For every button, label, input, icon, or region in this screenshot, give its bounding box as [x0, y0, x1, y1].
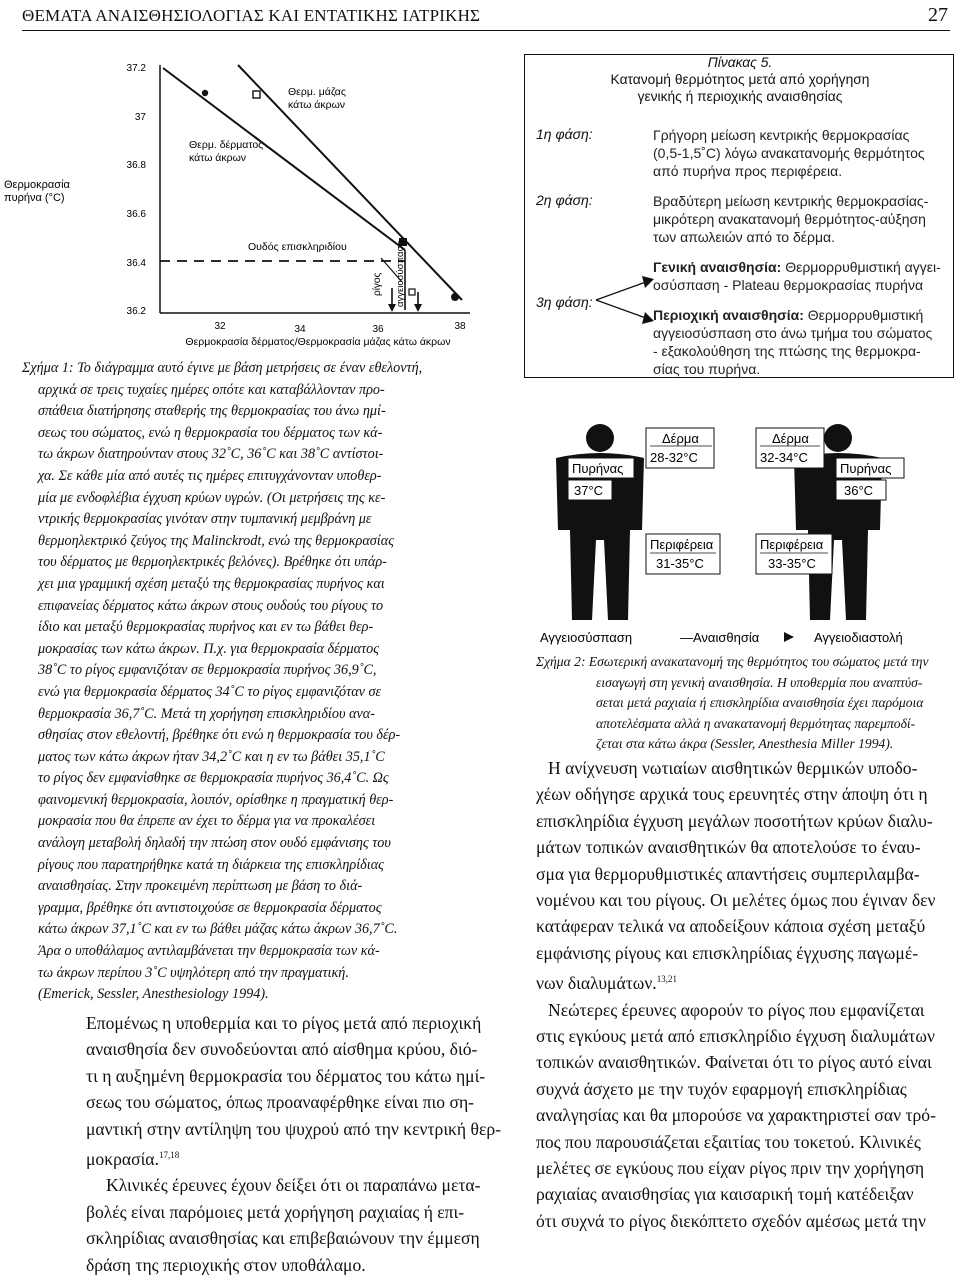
y-axis-title-2: πυρήνα (°C) [4, 192, 65, 204]
phase3-regional-bold: Περιοχική αναισθησία: [653, 307, 804, 323]
body-line: νομένου και του ρίγους. Οι μελέτες όμως που έγιναν δεν [536, 890, 936, 911]
body-line [86, 1142, 504, 1172]
phase1-line: από πυρήνα προς περιφέρεια. [653, 163, 843, 179]
figure-2-drawing [538, 420, 958, 650]
caption-line: ενώ για θερμοκρασία δέρματος 34˚C το ρίγος εμφανιζόταν σε [38, 683, 382, 700]
reference: 13,21 [656, 974, 677, 985]
x-tick: 36 [372, 324, 384, 335]
body-line: Κλινικές έρευνες έχουν δείξει ότι οι παραπάνω μετα- [106, 1175, 481, 1196]
caption2-line: σεται μετά ραχιαία ή επισκληρίδια αναισθησία έχει παρόμοια [596, 695, 924, 710]
caption-line: Σχήμα 1: Το διάγραμμα αυτό έγινε με βάση μετρήσεις σε έναν εθελοντή, [22, 360, 423, 376]
running-title: ΘΕΜΑΤΑ ΑΝΑΙΣΘΗΣΙΟΛΟΓΙΑΣ ΚΑΙ ΕΝΤΑΤΙΚΗΣ ΙΑΤΡΙΚΗΣ [22, 6, 481, 25]
caption-line: θερμοκρασία 36,7˚C. Μετά τη χορήγηση επισκληριδίου ανα- [38, 705, 375, 722]
reference: 17,18 [158, 1150, 180, 1161]
y-tick: 36.6 [126, 209, 146, 220]
skin-point [202, 90, 208, 96]
right-head [824, 424, 852, 452]
phase3-regional-line [653, 306, 949, 324]
anesthesia-arrow-head [784, 632, 794, 642]
y-tick: 37.2 [126, 63, 146, 74]
body-line: δράση της περιοχικής στον υποθάλαμο. [86, 1254, 366, 1275]
caption2-line: εισαγωγή στη γενική αναισθησία. Η υποθερμία που αναπτύσ- [596, 674, 923, 690]
caption-line: του δέρματος με θερμοηλεκτρικές βελόνες). Βρέθηκε ότι υπάρ- [38, 554, 387, 571]
body-line: πος που παρουσιάζεται εξαιτίας του τοκετού. Κλινικές [536, 1131, 921, 1152]
phase3-general-line [653, 258, 949, 276]
mass-temp-line [238, 65, 462, 300]
y-tick: 36.2 [126, 306, 146, 317]
phase1-line: (0,5-1,5˚C) λόγω ανακατανομής θερμότητος [653, 145, 925, 161]
caption-line: μοκρασίας των κάτω άκρων. Π.χ. για θερμοκρασία δέρματος [38, 640, 380, 657]
body-line: αναλγησίας και θα μπορούσε να χαρακτηριστεί σαν τρό- [536, 1105, 936, 1126]
page-number: 27 [928, 4, 948, 26]
bottom-left-label: Αγγειοσύσπαση [540, 630, 633, 645]
phase3-general-fragment: Θερμορρυθμιστική αγγει- [785, 259, 941, 275]
caption-line: χει μια γραμμική σχέση μεταξύ της θερμοκρασίας πυρήνος και [38, 575, 385, 592]
running-head [22, 4, 950, 31]
body-line: ότι συχνά το ρίγος διεκόπτετο σχεδόν αμέσως μετά την [536, 1210, 926, 1231]
body-line: μαντική στην αντίληψη του ψυχρού από την κεντρική θερ- [86, 1118, 501, 1139]
threshold-label: Ουδός επισκληριδίου [248, 241, 347, 253]
caption2-line: Σχήμα 2: Εσωτερική ανακατανομή της θερμότητος του σώματος μετά την [536, 654, 929, 669]
body-line [536, 966, 952, 996]
caption-line: ρίγους που παρατηρήθηκε κατά τη διάρκεια της επισκληρίδιας [38, 856, 384, 873]
right-core-label: Πυρήνας [840, 461, 892, 476]
body-line: μελέτες σε εγκύους που είχαν ρίγος πριν την χορήγηση [536, 1157, 925, 1178]
left-body-text [86, 1010, 504, 1278]
mass-label-2: κάτω άκρων [288, 99, 346, 111]
phase3-general-line: οσύσπαση - Plateau θερμοκρασίας πυρήνα [653, 277, 924, 293]
right-periph-label: Περιφέρεια [760, 537, 824, 552]
phase3-regional-line: - εξακολούθηση της πτώσης της θερμοκρα- [653, 343, 921, 359]
phase2-text [653, 192, 949, 246]
body-line: χέων οδήγησε αρχικά τους ερευνητές στην άποψη ότι η [536, 784, 928, 805]
right-skin-temp: 32-34°C [760, 450, 808, 465]
caption-line: γραμμα, βρέθηκε ότι αντιστοιχούσε σε θερμοκρασία δέρματος [38, 899, 382, 916]
caption-line: ανάλογη μεταβολή δηλαδή την πτώση στον ουδό εμφάνισης του [38, 835, 391, 852]
body-line: αναισθησία δεν συνοδεύονται από αίσθημα κρύου, διό- [86, 1039, 478, 1060]
arrow-2-head [414, 304, 422, 312]
body-line: μάτων τοπικών αναισθητικών θα αποτελούσε το έναυ- [536, 837, 921, 858]
caption-line: χα. Σε κάθε μία από αυτές τις ημέρες επιτυγχάνονταν υποθερ- [38, 467, 382, 484]
body-line: σκληρίδιας αναισθησίας και επιβεβαιώνουν την έμμεση [86, 1228, 480, 1249]
caption-line: ματος των κάτω άκρων ήταν 34,2˚C και η εν τω βάθει 35,1˚C [38, 748, 385, 765]
caption-line: μία με ενδοφλέβια έγχυση κρύων υγρών. (Οι μετρήσεις της κε- [38, 489, 386, 506]
y-tick: 36.4 [126, 258, 146, 269]
body-fragment: νων διαλυμάτων. [536, 973, 657, 994]
left-periph-label: Περιφέρεια [650, 537, 714, 552]
phase3-regional-fragment: Θερμορρυθμιστική [807, 307, 924, 323]
phase3-label: 3η φάση: [536, 294, 593, 310]
mass-point-end [451, 293, 459, 301]
figure-2 [538, 420, 958, 650]
figure-1 [0, 60, 500, 350]
caption-line: το ρίγος δεν εμφανίσθηκε σε θερμοκρασία πυρήνος 36,4˚C. Ως [38, 770, 389, 787]
left-body-silhouette [556, 424, 644, 620]
table-5-title-2: γενικής ή περιοχικής αναισθησίας [637, 89, 843, 104]
y-axis-title-1: Θερμοκρασία [4, 179, 70, 191]
right-body-text [536, 755, 952, 1234]
phase3-arrow-up [596, 282, 646, 300]
phase1-text [653, 126, 949, 180]
left-periph-temp: 31-35°C [656, 556, 704, 571]
skin-label-1: Θερμ. δέρματος [189, 139, 264, 151]
caption-line: (Emerick, Sessler, Anesthesiology 1994). [38, 986, 269, 1003]
phase2-line: των απωλειών από το δέρμα. [653, 229, 836, 245]
x-tick: 32 [214, 321, 226, 332]
body-line: τοπικών αναισθητικών. Φαίνεται ότι το ρίγος αυτό είναι [536, 1052, 932, 1073]
skin-label-2: κάτω άκρων [189, 152, 247, 164]
caption-line: αρχικά σε τρεις τυχαίες ημέρες οπότε και καταβάλλονταν προ- [38, 381, 385, 398]
y-tick: 37 [134, 112, 146, 123]
body-fragment: μοκρασία. [86, 1148, 159, 1169]
caption-line: φαινομενική θερμοκρασία, λοιπόν, ορίσθηκε η πραγματική θερ- [38, 791, 394, 808]
y-tick: 36.8 [126, 160, 146, 171]
body-line: σεως του σώματος, όπως προαναφέρθηκε είναι πιο ση- [86, 1092, 474, 1113]
caption-line: αναισθησίας. Στην προκειμένη περίπτωση με βάση το διά- [38, 878, 363, 895]
phase2-label: 2η φάση: [536, 192, 593, 208]
caption-line: μοκρασία που θα έπρεπε αν έχει το δέρμα για να προκαλέσει [38, 813, 376, 830]
right-core-temp: 36°C [844, 483, 874, 498]
bottom-right-label: Αγγειοδιαστολή [814, 630, 903, 645]
figure-2-caption [536, 652, 950, 755]
phase1-label: 1η φάση: [536, 126, 593, 142]
body-line: Νεώτερες έρευνες αφορούν το ρίγος που εμφανίζεται [548, 999, 925, 1020]
phase1-line: Γρήγορη μείωση κεντρικής θερμοκρασίας [653, 127, 910, 143]
body-line: συχνά άσχετο με την τυχόν εφαρμογή επισκληρίδιας [536, 1078, 907, 1099]
caption-line: 38˚C το ρίγος εμφανιζόταν σε θερμοκρασία πυρήνος 36,9˚C, [38, 662, 377, 679]
left-core-temp: 37°C [574, 483, 604, 498]
phase3-regional [653, 306, 949, 378]
caption-line: κάτω άκρων 37,1˚C και εν τω βάθει μάζας κάτω άκρων 36,7˚C. [38, 921, 398, 938]
bottom-mid-label: —Αναισθησία [680, 630, 760, 645]
x-tick: 38 [454, 321, 466, 332]
vasoconstriction-label: αγγειοσύσπαση [395, 240, 406, 307]
caption-line: τω άκρων διατηρούνταν στους 32˚C, 36˚C και 38˚C αντίστοι- [38, 446, 384, 463]
table-5-title [536, 54, 944, 105]
caption2-line: αποτελέσματα αλλά η ανακατανομή θερμότητας παρεμποδί- [596, 715, 916, 731]
caption-line: σεως του σώματος, ενώ η θερμοκρασία του δέρματος των κά- [38, 424, 383, 441]
small-box [409, 289, 415, 295]
body-line: Επομένως η υποθερμία και το ρίγος μετά από περιοχική [86, 1013, 482, 1033]
right-skin-label: Δέρμα [772, 431, 809, 446]
x-axis-title: Θερμοκρασία δέρματος/Θερμοκρασία μάζας κάτω άκρων [185, 336, 451, 348]
phase2-line: μικρότερη ανακατανομή θερμότητος-αύξηση [653, 211, 926, 227]
caption-line: σπάθεια διατήρησης σταθερής της θερμοκρασίας του άνω ημί- [38, 403, 386, 420]
body-line: ραχιαίας αναισθησίας για καισαρική τομή κατέδειξαν [536, 1184, 914, 1205]
caption-line: θερμοηλεκτρικό ζεύγος της Malinckrodt, ενώ της θερμοκρασίας [38, 532, 394, 549]
figure-1-caption [22, 358, 502, 1006]
left-skin-temp: 28-32°C [650, 450, 698, 465]
body-line: κατάφεραν τελικά να αποδείξουν κάποια σχέση μεταξύ [536, 916, 926, 937]
body-line: εμφάνισης ρίγους και επισκληρίδιας έγχυσης παγωμέ- [536, 942, 919, 963]
caption-line: ίδιο και μεταξύ θερμοκρασίας πυρήνος και εν τω βάθει θερ- [38, 619, 374, 636]
caption-line: σθησίας στον εθελοντή, βρέθηκε ότι ενώ η θερμοκρασία του δέρ- [38, 727, 401, 744]
left-core-label: Πυρήνας [572, 461, 624, 476]
figure-1-plot [0, 60, 500, 350]
mass-point [253, 91, 260, 98]
phase3-regional-line: σίας του πυρήνα. [653, 361, 761, 377]
caption-line: επιφανείας δέρματος κάτω άκρων στους ουδούς του ρίγους το [38, 597, 384, 614]
x-tick: 34 [294, 324, 306, 335]
body-line: στις εγκύους μετά από επισκληρίδιο έγχυση διαλυμάτων [536, 1025, 935, 1046]
shiver-label: ρίγος [372, 272, 383, 296]
body-line: σμα για θερμορυθμιστικές απαντήσεις συμπεριλαμβα- [536, 863, 920, 884]
mass-label-1: Θερμ. μάζας [288, 86, 346, 98]
body-line: επισκληρίδια έγχυση μεγάλων ποσοτήτων κρύων διαλυ- [536, 810, 933, 831]
phase3-regional-line: αγγειοσύσπαση στο άνω τμήμα του σώματος [653, 325, 933, 341]
phase3-general-bold: Γενική αναισθησία: [653, 259, 782, 275]
caption-line: ντρικής θερμοκρασίας γινόταν στην τυμπανική μεμβράνη με [38, 511, 372, 528]
body-line: τι η αυξημένη θερμοκρασία του δέρματος του κάτω ημί- [86, 1065, 486, 1086]
phase3-general [653, 258, 949, 294]
phase3-arrow-down [596, 300, 646, 318]
right-periph-temp: 33-35°C [768, 556, 816, 571]
left-skin-label: Δέρμα [662, 431, 699, 446]
body-line: βολές είναι παρόμοιες μετά χορήγηση ραχιαίας ή επι- [86, 1201, 465, 1222]
table-5-number: Πίνακας 5. [707, 55, 773, 70]
body-line: Η ανίχνευση νωτιαίων αισθητικών θερμικών υποδο- [548, 758, 918, 778]
left-head [586, 424, 614, 452]
table-5-title-1: Κατανομή θερμότητος μετά από χορήγηση [610, 72, 870, 87]
caption2-line: ζεται στα κάτω άκρα (Sessler, Anesthesia Miller 1994). [596, 736, 894, 751]
phase2-line: Βραδύτερη μείωση κεντρικής θερμοκρασίας- [653, 193, 929, 209]
caption-line: τω άκρων περίπου 3˚C υψηλότερη από την πραγματική. [38, 964, 349, 981]
caption-line: Άρα ο υποθάλαμος αντιλαμβάνεται την θερμοκρασία των κά- [38, 943, 380, 960]
